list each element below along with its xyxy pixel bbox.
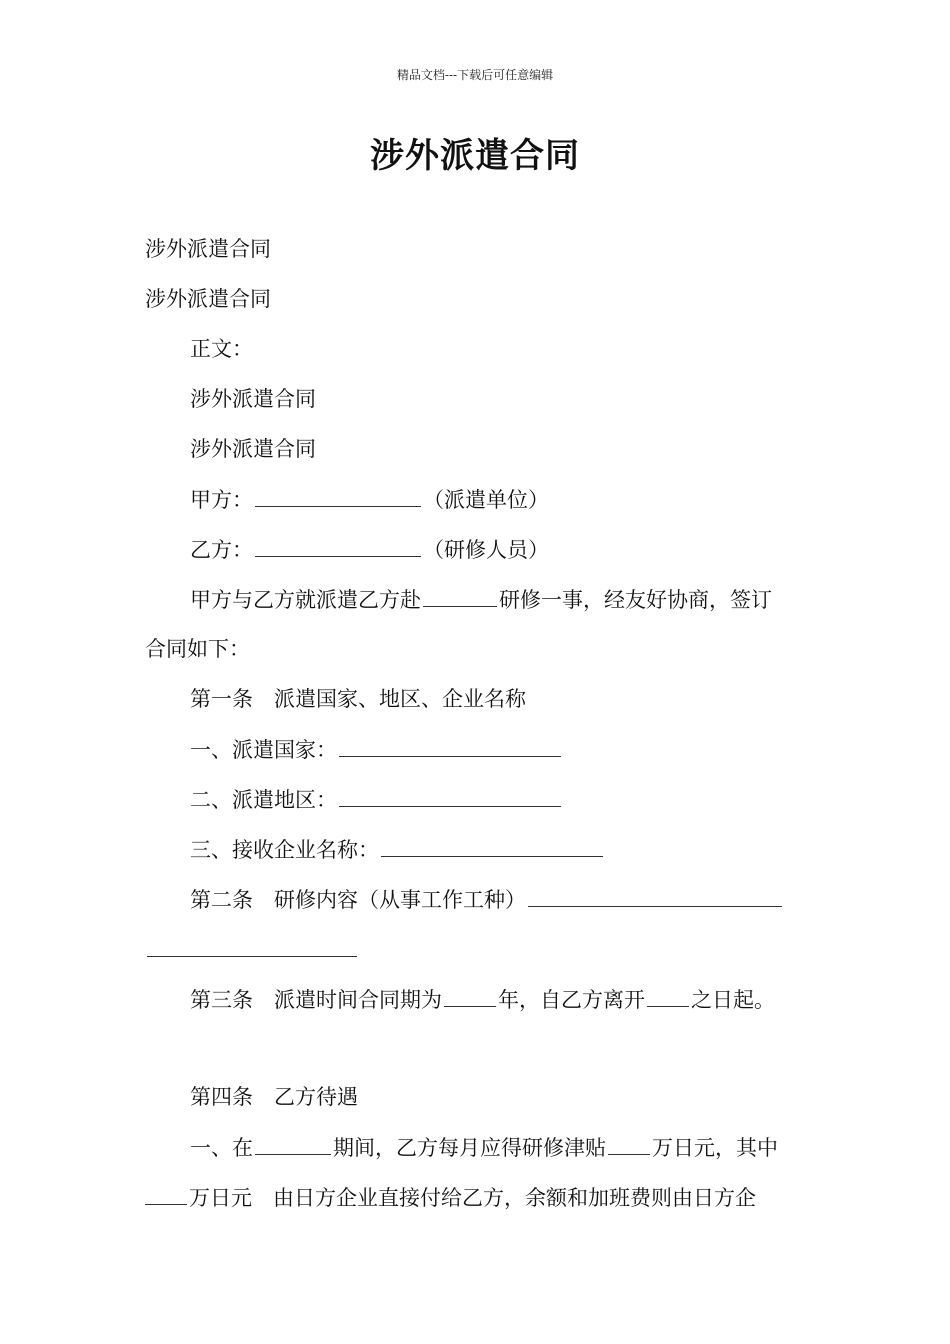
- company-blank: [381, 834, 603, 857]
- departure-blank: [647, 984, 689, 1007]
- article-4-heading: 第四条 乙方待遇: [190, 1085, 358, 1109]
- body-heading-2: 涉外派遣合同: [190, 437, 316, 461]
- article-2-line: [190, 884, 784, 915]
- article-3-text-c: 之日起。: [691, 988, 775, 1012]
- page-header: 精品文档---下载后可任意编辑: [396, 68, 554, 82]
- company-label: 三、接收企业名称：: [190, 838, 379, 862]
- article-4-text-a: 一、在: [190, 1136, 253, 1160]
- article-2-heading: 第二条 研修内容（从事工作工种）: [190, 888, 526, 912]
- body-heading-1: 涉外派遣合同: [190, 387, 316, 411]
- article-4-text-b: 期间，乙方每月应得研修津贴: [333, 1136, 606, 1160]
- allowance-blank: [608, 1132, 650, 1155]
- period-blank: [255, 1132, 331, 1155]
- body-label: 正文：: [190, 337, 253, 361]
- party-b-blank: [255, 534, 421, 557]
- intro-line: [190, 584, 772, 615]
- intro-text-a: 甲方与乙方就派遣乙方赴: [190, 588, 421, 612]
- party-a-line: [190, 484, 549, 515]
- party-b-note: （研修人员）: [423, 538, 549, 562]
- heading-line-2: 涉外派遣合同: [145, 287, 271, 311]
- country-label: 一、派遣国家：: [190, 738, 337, 762]
- article-1-item-1: [190, 734, 563, 765]
- article-4-item-1: [190, 1132, 778, 1163]
- article-3-text-b: 年，自乙方离开: [498, 988, 645, 1012]
- years-blank: [444, 984, 496, 1007]
- intro-text-b: 研修一事，经友好协商，签订: [499, 588, 772, 612]
- region-blank: [339, 784, 561, 807]
- article-3-line: [190, 984, 775, 1015]
- training-content-blank: [528, 884, 782, 907]
- party-b-label: 乙方：: [190, 538, 253, 562]
- region-label: 二、派遣地区：: [190, 788, 337, 812]
- article-1-item-3: [190, 834, 605, 865]
- party-a-note: （派遣单位）: [423, 488, 549, 512]
- heading-line-1: 涉外派遣合同: [145, 237, 271, 261]
- article-4-continuation: [145, 1182, 756, 1213]
- training-content-blank-2: [147, 934, 357, 957]
- article-3-text-a: 第三条 派遣时间合同期为: [190, 988, 442, 1012]
- article-1-item-2: [190, 784, 563, 815]
- country-blank: [339, 734, 561, 757]
- article-1-heading: 第一条 派遣国家、地区、企业名称: [190, 687, 526, 711]
- article-4-text-c: 万日元，其中: [652, 1136, 778, 1160]
- intro-continuation: 合同如下：: [145, 637, 250, 661]
- article-4-text-d: 万日元 由日方企业直接付给乙方，余额和加班费则由日方企: [189, 1186, 756, 1210]
- article-2-continuation: [145, 934, 359, 965]
- party-a-blank: [255, 484, 421, 507]
- party-b-line: [190, 534, 549, 565]
- party-a-label: 甲方：: [190, 488, 253, 512]
- direct-payment-blank: [145, 1182, 187, 1205]
- destination-blank: [423, 584, 497, 607]
- document-title: 涉外派遣合同: [370, 136, 580, 176]
